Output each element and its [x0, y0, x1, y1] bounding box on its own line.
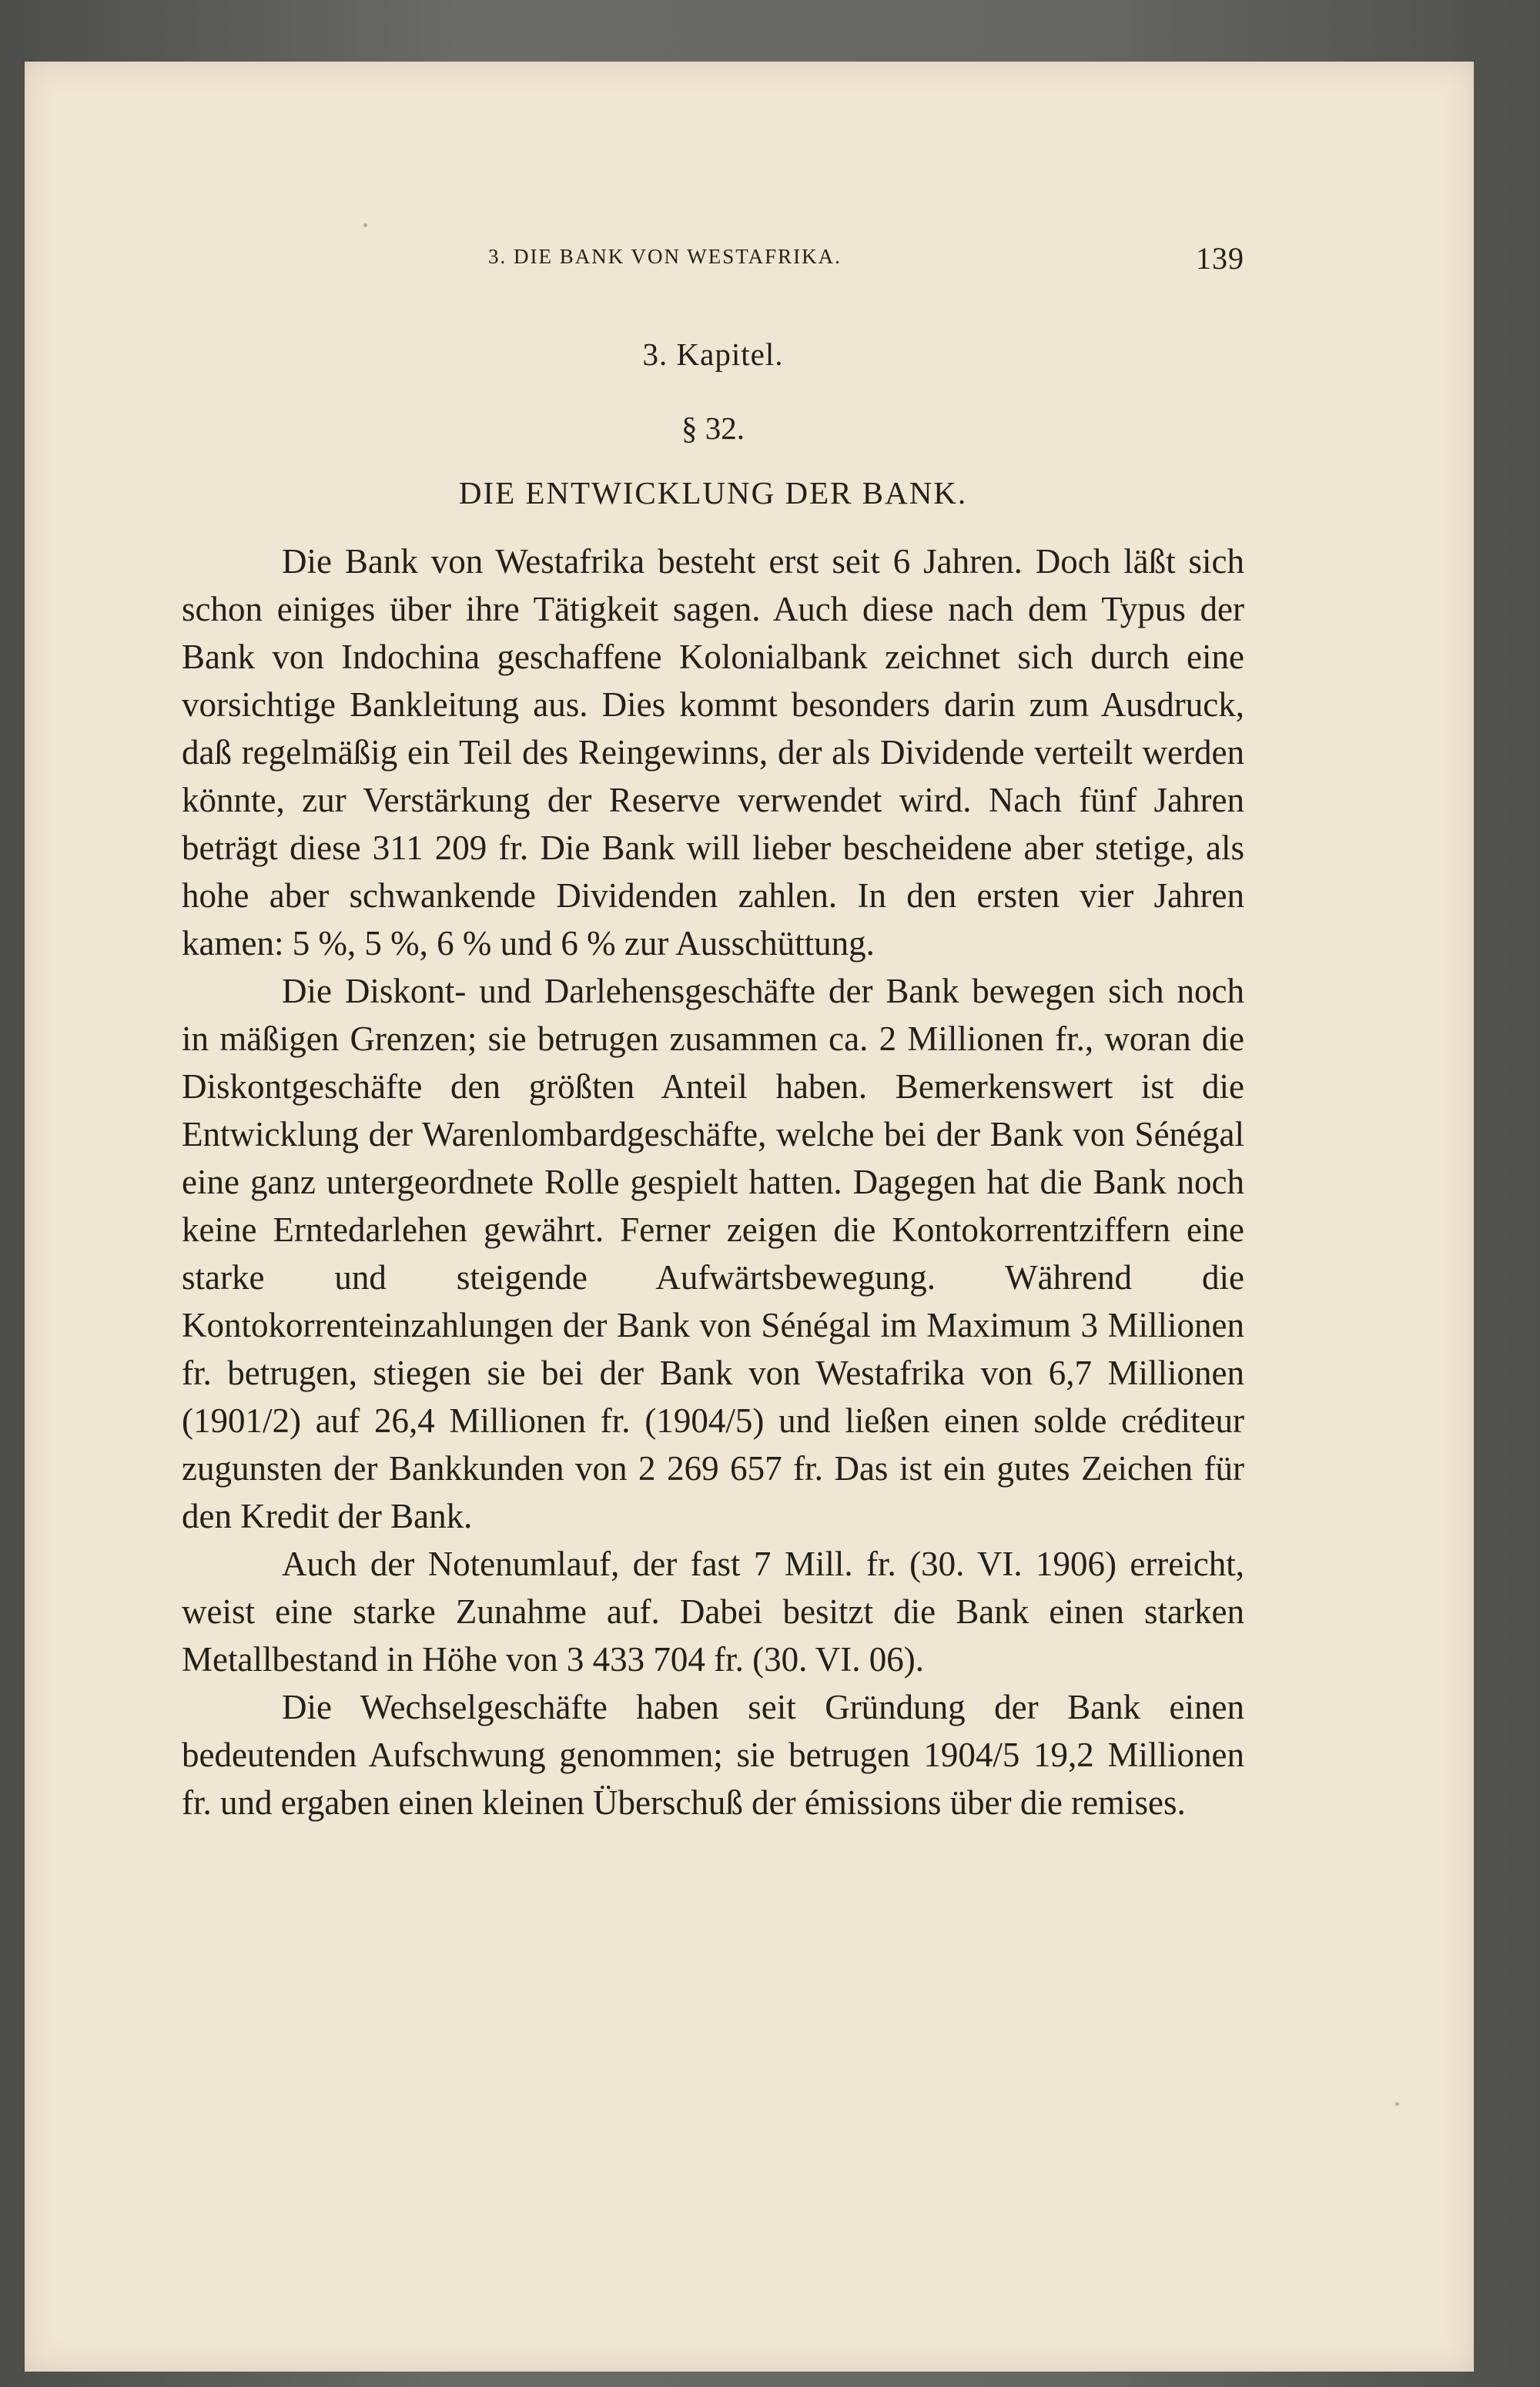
running-title: 3. DIE BANK VON WESTAFRIKA.: [488, 245, 842, 268]
section-number: § 32.: [681, 410, 745, 446]
paragraph: Die Bank von Westafrika besteht erst seit 6 Jahren. Doch läßt sich schon einiges über ihre Tätigkeit sagen. Auch diese nach dem Typus der Bank von Indochina geschaffene Kolonialbank zeichnet sich durch eine vorsichtige Bankleitung aus. Dies kommt besonders darin zum Ausdruck, daß regelmäßig ein Teil des Reingewinns, der als Dividende verteilt werden könnte, zur Verstärkung der Reserve verwendet wird. Nach fünf Jahren beträgt diese 311 209 fr. Die Bank will lieber bescheidene aber stetige, als hohe aber schwankende Dividenden zahlen. In den ersten vier Jahren kamen: 5 %, 5 %, 6 % und 6 % zur Ausschüttung.: [182, 542, 1244, 962]
paragraph: Die Diskont- und Darlehensgeschäfte der Bank bewegen sich noch in mäßigen Grenzen; sie betrugen zusammen ca. 2 Millionen fr., woran die Diskontgeschäfte den größten Anteil haben. Bemerkenswert ist die Entwicklung der Warenlombardgeschäfte, welche bei der Bank von Sénégal eine ganz untergeordnete Rolle gespielt hatten. Dagegen hat die Bank noch keine Erntedarlehen gewährt. Ferner zeigen die Kontokorrentziffern eine starke und steigende Aufwärtsbewegung. Während die Kontokorrenteinzahlungen der Bank von Sénégal im Maximum 3 Millionen fr. betrugen, stiegen sie bei der Bank von Westafrika von 6,7 Millionen (1901/2) auf 26,4 Millionen fr. (1904/5) und ließen einen solde créditeur zugunsten der Bankkunden von 2 269 657 fr. Das ist ein gutes Zeichen für den Kredit der Bank.: [182, 972, 1244, 1535]
page-content: [182, 208, 1244, 1826]
running-header: [182, 208, 1244, 300]
paragraph: Auch der Notenumlauf, der fast 7 Mill. fr. (30. VI. 1906) erreicht, weist eine starke Zunahme auf. Dabei besitzt die Bank einen starken Metallbestand in Höhe von 3 433 704 fr. (30. VI. 06).: [182, 1545, 1244, 1679]
page-number: 139: [1196, 241, 1244, 276]
paper-speck: [1395, 2102, 1399, 2106]
paragraph: Die Wechselgeschäfte haben seit Gründung der Bank einen bedeutenden Aufschwung genommen; sie betrugen 1904/5 19,2 Millionen fr. und ergaben einen kleinen Überschuß der émissions über die remises.: [182, 1688, 1244, 1822]
body-text: [182, 537, 1244, 1826]
chapter-heading: 3. Kapitel.: [642, 336, 784, 372]
section-title: DIE ENTWICKLUNG DER BANK.: [458, 475, 968, 511]
